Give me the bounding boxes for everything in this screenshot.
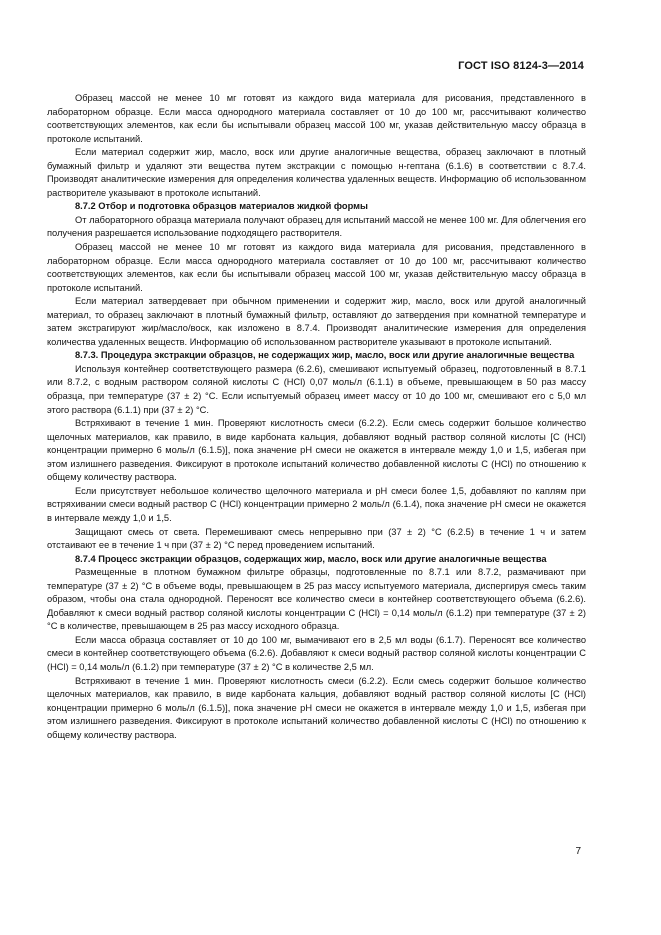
page-number: 7	[575, 846, 581, 857]
section-heading: 8.7.2 Отбор и подготовка образцов материалов жидкой формы	[75, 201, 368, 212]
paragraph: От лабораторного образца материала получают образец для испытаний массой не менее 100 мг. Для облегчения его получения разрешается использование подходящего растворителя.	[47, 214, 586, 239]
paragraph: Если масса образца составляет от 10 до 100 мг, вымачивают его в 2,5 мл воды (6.1.7). Переносят все количество смеси в контейнер соответствующего объема (6.2.6). Добавляют к смеси водный раствор соляной кислоты концентрации C (HCl) = 0,14 моль/л (6.1.2) при температуре (37 ± 2) °C в количестве 2,5 мл.	[47, 634, 586, 672]
paragraph: Защищают смесь от света. Перемешивают смесь непрерывно при (37 ± 2) °C (6.2.5) в течение 1 ч и затем отстаивают ее в течение 1 ч при (37 ± 2) °C перед проведением испытаний.	[47, 526, 586, 551]
document-body	[47, 92, 586, 742]
paragraph: Встряхивают в течение 1 мин. Проверяют кислотность смеси (6.2.2). Если смесь содержит большое количество щелочных материалов, как правило, в виде карбоната кальция, добавляют водный раствор соляной кислоты [C (HCl) концентрации примерно 6 моль/л (6.1.5)], пока значение pH смеси не окажется в интервале между 1,0 и 1,5, избегая при этом излишнего разведения. Фиксируют в протоколе испытаний количество добавленной кислоты C (HCl) по отношению к общему количеству раствора.	[47, 418, 586, 483]
paragraph: Образец массой не менее 10 мг готовят из каждого вида материала для рисования, представленного в лабораторном образце. Если масса однородного материала составляет от 10 до 100 мг, рассчитывают количество соответствующих элементов, как если бы испытывали образец массой 100 мг, указав действительную массу образца в протоколе испытаний.	[47, 93, 586, 144]
paragraph: Размещенные в плотном бумажном фильтре образцы, подготовленные по 8.7.1 или 8.7.2, размачивают при температуре (37 ± 2) °C в объеме воды, превышающем в 25 раз массу испытуемого материала, диспергируя смесь таким образом, чтобы она стала однородной. Переносят все количество смеси в контейнер соответствующего объема (6.2.6). Добавляют к смеси водный раствор соляной кислоты концентрации C (HCl) = 0,14 моль/л (6.1.2) при температуре (37 ± 2) °C в количестве, превышающем в 25 раз массу исходного образца.	[47, 567, 586, 632]
paragraph: Встряхивают в течение 1 мин. Проверяют кислотность смеси (6.2.2). Если смесь содержит большое количество щелочных материалов, как правило, в виде карбоната кальция, добавляют водный раствор соляной кислоты [C (HCl) концентрации примерно 6 моль/л (6.1.5)], пока значение pH смеси не окажется в интервале между 1,0 и 1,5, избегая при этом излишнего разведения. Фиксируют в протоколе испытаний количество добавленной кислоты C (HCl) по отношению к общему количеству раствора.	[47, 675, 586, 740]
paragraph: Если присутствует небольшое количество щелочного материала и pH смеси более 1,5, добавляют по каплям при встряхивании смеси водный раствор C (HCl) концентрации примерно 2 моль/л (6.1.4), пока значение pH смеси не окажется в интервале между 1,0 и 1,5.	[47, 485, 586, 523]
paragraph: Образец массой не менее 10 мг готовят из каждого вида материала для рисования, представленного в лабораторном образце. Если масса однородного материала составляет от 10 до 100 мг, рассчитывают количество соответствующих элементов, как если бы испытывали образец массой 100 мг, указав действительную массу образца в протоколе испытаний.	[47, 242, 586, 293]
section-heading: 8.7.3. Процедура экстракции образцов, не содержащих жир, масло, воск или другие аналогичные вещества	[75, 350, 575, 361]
paragraph: Если материал затвердевает при обычном применении и содержит жир, масло, воск или другой аналогичный материал, то образец заключают в плотный бумажный фильтр, оставляют до затвердения при комнатной температуре и затем экстрагируют жир/масло/воск, как изложено в 8.7.4. Производят аналитические измерения для определения количества удаленных веществ. Информацию об использованном растворителе указывают в протоколе испытаний.	[47, 296, 586, 347]
document-header-standard: ГОСТ ISO 8124-3—2014	[458, 60, 584, 72]
paragraph: Используя контейнер соответствующего размера (6.2.6), смешивают испытуемый образец, подготовленный в 8.7.1 или 8.7.2, с водным раствором соляной кислоты C (HCl) 0,07 моль/л (6.1.1) в объеме, превышающем в 50 раз массу образца, при температуре (37 ± 2) °C. Если испытуемый образец имеет массу от 10 до 100 мг, смешивают его с 5,0 мл этого раствора (6.1.1) при (37 ± 2) °C.	[47, 363, 586, 415]
paragraph: Если материал содержит жир, масло, воск или другие аналогичные вещества, образец заключают в плотный бумажный фильтр и удаляют эти вещества путем экстракции с помощью н-гептана (6.1.6) в соответствии с 8.7.4. Производят аналитические измерения для определения количества удаленных веществ. Информацию об использованном растворителе указывают в протоколе испытаний.	[47, 147, 586, 198]
section-heading: 8.7.4 Процесс экстракции образцов, содержащих жир, масло, воск или другие аналогичные вещества	[75, 553, 547, 564]
